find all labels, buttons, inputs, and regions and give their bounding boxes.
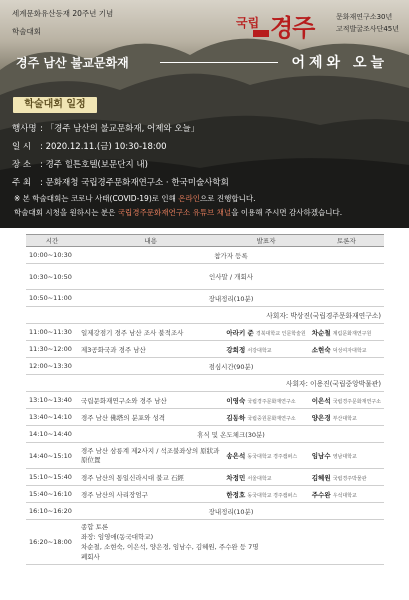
header-presenter: 발표자 [223,235,308,247]
time-cell: 15:40~16:10 [26,486,78,503]
event-line: 세계문화유산등재 20주년 기념 [12,9,114,18]
content-cell: 제3공화국과 경주 남산 [78,341,223,358]
span-cell: 장내정리(10분) [78,503,384,520]
span-cell: 휴식 및 온도체크(30분) [78,426,384,443]
time-cell: 11:00~11:30 [26,324,78,341]
table-row [26,409,384,426]
time-cell: 14:10~14:40 [26,426,78,443]
span-cell: 점심시간(90분) [78,358,384,375]
moderator-row [26,307,384,324]
panel-closing: 폐회사 [81,553,100,561]
event-type: 학술대회 [12,27,41,36]
table-header-row [26,235,384,247]
institute-logo [236,6,406,40]
table-row [26,503,384,520]
info-place: 장 소 : 경주 힐튼호텔(보문단지 내) [12,160,148,170]
info-host: 주 최 : 문화재청 국립경주문화재연구소 · 한국미술사학회 [12,178,229,188]
section-badge: 학술대회 일정 [13,97,97,113]
table-row [26,264,384,290]
content-cell: 국립문화재연구소와 경주 남산 [78,392,223,409]
span-cell: 참가자 등록 [78,247,384,264]
presenter-cell: 송은석 동국대학교 경주캠퍼스 [223,443,308,469]
table-row [26,443,384,469]
table-row [26,290,384,307]
title-left: 경주 남산 불교문화재 [16,56,129,70]
table-row [26,341,384,358]
presenter-cell: 한정호 동국대학교 경주캠퍼스 [223,486,308,503]
moderator-cell: 사회자: 이용진(국립중앙박물관) [26,375,384,392]
discussant-cell: 소현숙 덕성여자대학교 [309,341,384,358]
table-row [26,520,384,565]
time-cell: 12:00~13:30 [26,358,78,375]
content-cell: 경주 남산 삼릉계 제2사지 / 석조불좌상의 原狀과 原位置 [78,443,223,469]
title-right: 어제와 오늘 [291,55,388,71]
content-cell: 경주 남산의 통일신라시대 불교 石經 [78,469,223,486]
discussant-cell: 양은경 부산대학교 [309,409,384,426]
content-cell: 경주 남산의 사리장엄구 [78,486,223,503]
panel-cell [78,520,384,565]
logo-line2: 고적발굴조사단45년 [336,25,400,33]
table-row [26,324,384,341]
table-row [26,247,384,264]
table-row [26,358,384,375]
time-cell: 16:20~18:00 [26,520,78,565]
header-discussant: 토론자 [309,235,384,247]
presenter-cell: 아라키 준 경북대학교 인문학술원 [223,324,308,341]
content-cell: 일제강점기 경주 남산 조사 불적조사 [78,324,223,341]
discussant-cell: 차순철 계림문화재연구원 [309,324,384,341]
time-cell: 10:30~10:50 [26,264,78,290]
note-online: ※ 본 학술대회는 코로나 사태(COVID-19)로 인해 온라인으로 진행합니다. [14,194,256,203]
hero-banner [0,0,409,228]
span-cell: 인사말 / 개회사 [78,264,384,290]
presenter-cell: 이영숙 국립경주문화재연구소 [223,392,308,409]
logo-prefix: 국립 [236,16,260,30]
content-cell: 경주 남산 佛塔의 분포와 성격 [78,409,223,426]
time-cell: 10:00~10:30 [26,247,78,264]
span-cell: 장내정리(10분) [78,290,384,307]
panel-title: 종합 토론 [81,523,109,531]
table-row [26,392,384,409]
panel-chair: 좌장: 임영애(동국대학교) [81,533,154,541]
header-time: 시간 [26,235,78,247]
time-cell: 10:50~11:00 [26,290,78,307]
time-cell: 11:30~12:00 [26,341,78,358]
info-title: 행사명 : 「경주 남산의 불교문화재, 어제와 오늘」 [12,124,200,134]
title-divider [160,62,278,63]
logo-line1: 문화재연구소30년 [336,13,393,21]
table-row [26,426,384,443]
discussant-cell: 김혜원 국립경주박물관 [309,469,384,486]
logo-name: 경주 [270,13,315,42]
presenter-cell: 강희정 서강대학교 [223,341,308,358]
info-date: 일 시 : 2020.12.11.(금) 10:30-18:00 [12,142,167,152]
moderator-row [26,375,384,392]
time-cell: 15:10~15:40 [26,469,78,486]
time-cell: 13:10~13:40 [26,392,78,409]
time-cell: 14:40~15:10 [26,443,78,469]
panel-members: 차순철, 소현숙, 이은석, 양은경, 임남수, 김혜원, 주수완 등 7명 [81,543,259,551]
presenter-cell: 차정민 서울대학교 [223,469,308,486]
time-cell: 16:10~16:20 [26,503,78,520]
schedule-table [26,234,384,565]
table-row [26,486,384,503]
discussant-cell: 이은석 국립경주문화재연구소 [309,392,384,409]
moderator-cell: 사회자: 박상진(국립경주문화재연구소) [26,307,384,324]
logo-stamp [253,30,269,37]
presenter-cell: 김동하 국립중원문화재연구소 [223,409,308,426]
time-cell: 13:40~14:10 [26,409,78,426]
title-bar [10,51,398,73]
table-row [26,469,384,486]
discussant-cell: 임남수 영남대학교 [309,443,384,469]
discussant-cell: 주수완 우석대학교 [309,486,384,503]
note-youtube: 학술대회 시청을 원하시는 분은 국립경주문화재연구소 유튜브 채널을 이용해 주시면 감사하겠습니다. [14,208,343,217]
header-content: 내용 [78,235,223,247]
